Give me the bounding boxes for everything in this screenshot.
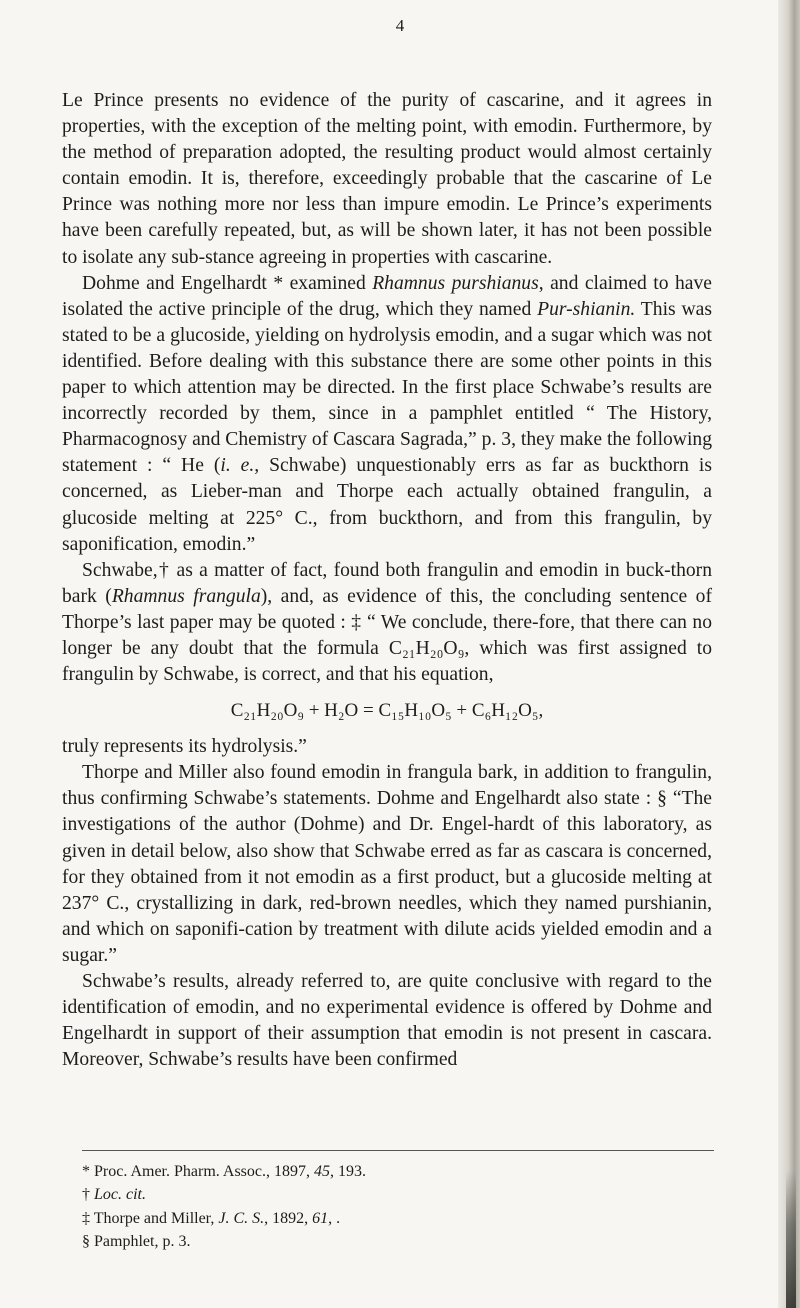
species-rhamnus-purshianus: Rhamnus purshianus [372, 272, 539, 294]
p2-text-d: Schwabe) unquestionably errs as far as buckthorn is concerned, as Lieber-man and Thorpe each actually obtained frangulin, a glucoside melting at 225° C., from buckthorn, and from this frangulin, by saponification, emodin.” [62, 455, 712, 555]
footnote-3-text: ‡ Thorpe and Miller, [82, 1209, 219, 1227]
footnote-4: § Pamphlet, p. 3. [82, 1233, 191, 1251]
p2-text-a: Dohme and Engelhardt * examined [82, 272, 373, 294]
main-text [62, 88, 712, 1073]
paragraph-1: Le Prince presents no evidence of the purity of cascarine, and it agrees in properties, with the exception of the melting point, with emodin. Furthermore, by the method of preparation adopted, the resulting product would almost certainly contain emodin. It is, therefore, exceedingly probable that the cascarine of Le Prince was nothing more nor less than impure emodin. Le Prince’s experiments have been carefully repeated, but, as will be shown later, it has not been possible to isolate any sub-stance agreeing in properties with cascarine. [62, 90, 712, 268]
p2-text-b: , and claimed to have isolated the active principle of the drug, which they named [62, 272, 713, 320]
footnote-1-page: , 193. [330, 1163, 366, 1180]
paragraph-4: Thorpe and Miller also found emodin in frangula bark, in addition to frangulin, thus confirming Schwabe’s statements. Dohme and Engelhardt also state : § “The investigations of the author (Dohme) and Dr. Engel-hardt of this laboratory, as given in detail below, also show that Schwabe erred as far as cascara is concerned, for they obtained from it not emodin as a first product, but a glucoside melting at 237° C., crystallizing in dark, red-brown needles, which they named purshianin, and which on saponifi-cation by treatment with dilute acids yielded emodin and a sugar.” [62, 762, 712, 966]
footnote-2 [82, 1183, 702, 1206]
page-edge-shadow [778, 0, 800, 1308]
footnote-3-end: , . [328, 1209, 341, 1227]
p3-text-b: ), and, as evidence of this, the concluding sentence of Thorpe’s last paper may be quoted : ‡ “ We conclude, there-fore, that there can no longer be any doubt that the formula [62, 585, 712, 659]
footnote-divider [82, 1150, 714, 1151]
p3-text-c: , which was first assigned to frangulin by Schwabe, is correct, and that his equation, [62, 637, 713, 686]
footnote-2-mark: † [82, 1186, 94, 1204]
footnote-1-text: * Proc. Amer. Pharm. Assoc., 1897, [82, 1163, 314, 1180]
p2-text-c: This was stated to be a glucoside, yielding on hydrolysis emodin, and a sugar which was not identified. Before dealing with this substance there are some other points in this paper to which attention may be directed. In the first place Schwabe’s results are incorrectly recorded by them, since in a pamphlet entitled “ The History, Pharmacognosy and Chemistry of Cascara Sagrada,” p. 3, they make the following statement : “ He ( [62, 298, 713, 477]
footnote-3-volume: 61 [312, 1209, 329, 1227]
footnote-3-journal: J. C. S. [218, 1209, 265, 1227]
ie-abbrev: i. e., [220, 455, 260, 477]
hydrolysis-equation: C₂₁H₂₀O₉ + H₂O = C₁₅H₁₀O₅ + C₆H₁₂O₅, [230, 700, 544, 722]
footnote-1-volume: 45 [314, 1163, 330, 1180]
page-edge-dark-corner [786, 1170, 796, 1308]
paragraph-2 [62, 271, 712, 558]
purshianin-term: Pur-shianin. [537, 298, 636, 320]
footnote-2-text: Loc. cit. [94, 1186, 146, 1204]
p3-text-a: Schwabe,† as a matter of fact, found both frangulin and emodin in buck-thorn bark ( [62, 559, 712, 607]
page-number: 4 [395, 16, 405, 35]
paragraph-3-end: truly represents its hydrolysis.” [62, 736, 307, 758]
footnote-3-year: , 1892, [264, 1209, 313, 1227]
footnotes [82, 1160, 702, 1254]
inline-formula: C₂₁H₂₀O₉ [388, 637, 465, 659]
footnote-3 [82, 1207, 702, 1230]
paragraph-3 [62, 558, 712, 688]
species-rhamnus-frangula: Rhamnus frangula [111, 585, 261, 607]
paragraph-5: Schwabe’s results, already referred to, are quite conclusive with regard to the identification of emodin, and no experimental evidence is offered by Dohme and Engelhardt in support of their assumption that emodin is not present in cascara. Moreover, Schwabe’s results have been confirmed [62, 971, 712, 1071]
footnote-1 [82, 1160, 702, 1183]
